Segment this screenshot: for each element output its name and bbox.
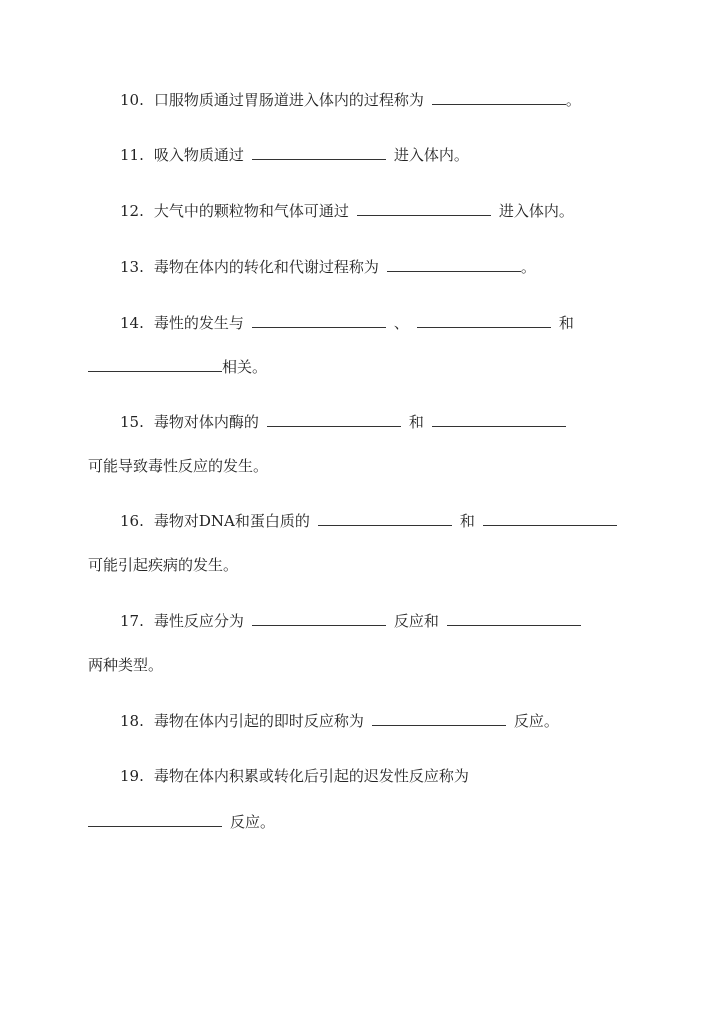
question-18 [120, 711, 559, 731]
question-number: 15. [120, 413, 144, 431]
answer-blank[interactable] [387, 257, 521, 272]
question-number: 13. [120, 258, 144, 276]
question-11 [120, 145, 469, 165]
question-text-end: 反应。 [513, 712, 559, 730]
question-19-continuation [88, 812, 275, 832]
question-16 [120, 511, 617, 531]
separator: 和 [408, 413, 424, 431]
question-text: 口服物质通过胃肠道进入体内的过程称为 [153, 91, 424, 109]
answer-blank[interactable] [88, 812, 222, 827]
separator: 和 [558, 314, 574, 332]
question-17 [120, 611, 581, 631]
question-text-end: 两种类型。 [88, 656, 164, 674]
answer-blank[interactable] [417, 313, 551, 328]
question-14 [120, 313, 574, 333]
separator: 、 [393, 314, 409, 332]
question-12 [120, 201, 574, 221]
question-14-continuation [88, 357, 267, 377]
question-13 [120, 257, 536, 277]
question-text: 毒物在体内的转化和代谢过程称为 [153, 258, 379, 276]
separator: 和 [459, 512, 475, 530]
question-number: 14. [120, 314, 144, 332]
question-number: 16. [120, 512, 144, 530]
question-text-end: 。 [565, 91, 581, 109]
question-text: 毒性反应分为 [153, 612, 244, 630]
question-text: 毒性的发生与 [153, 314, 244, 332]
question-number: 17. [120, 612, 144, 630]
question-10 [120, 90, 581, 110]
answer-blank[interactable] [432, 90, 566, 105]
answer-blank[interactable] [372, 711, 506, 726]
question-17-continuation [88, 655, 163, 675]
question-number: 19. [120, 767, 144, 785]
question-16-continuation [88, 555, 238, 575]
question-text: 毒物对体内酶的 [153, 413, 259, 431]
question-text: 大气中的颗粒物和气体可通过 [153, 202, 349, 220]
answer-blank[interactable] [88, 357, 222, 372]
question-number: 12. [120, 202, 144, 220]
question-text: 毒物对DNA和蛋白质的 [153, 512, 310, 530]
answer-blank[interactable] [318, 511, 452, 526]
answer-blank[interactable] [252, 313, 386, 328]
answer-blank[interactable] [357, 201, 491, 216]
question-text-end: 可能导致毒性反应的发生。 [88, 457, 269, 475]
question-number: 18. [120, 712, 144, 730]
question-text-end: 相关。 [222, 358, 268, 376]
question-number: 11. [120, 146, 144, 164]
question-text-end: 反应。 [230, 813, 276, 831]
question-text: 毒物在体内积累或转化后引起的迟发性反应称为 [153, 767, 469, 785]
question-19 [120, 766, 469, 786]
question-15-continuation [88, 456, 268, 476]
answer-blank[interactable] [483, 511, 617, 526]
answer-blank[interactable] [432, 412, 566, 427]
question-text: 毒物在体内引起的即时反应称为 [153, 712, 364, 730]
question-text: 吸入物质通过 [153, 146, 244, 164]
question-15 [120, 412, 566, 432]
question-text-end: 进入体内。 [498, 202, 574, 220]
answer-blank[interactable] [252, 611, 386, 626]
question-text-end: 进入体内。 [393, 146, 469, 164]
answer-blank[interactable] [267, 412, 401, 427]
answer-blank[interactable] [447, 611, 581, 626]
question-number: 10. [120, 91, 144, 109]
question-text-end: 可能引起疾病的发生。 [88, 556, 239, 574]
question-text-end: 。 [520, 258, 536, 276]
answer-blank[interactable] [252, 145, 386, 160]
separator: 反应和 [393, 612, 439, 630]
